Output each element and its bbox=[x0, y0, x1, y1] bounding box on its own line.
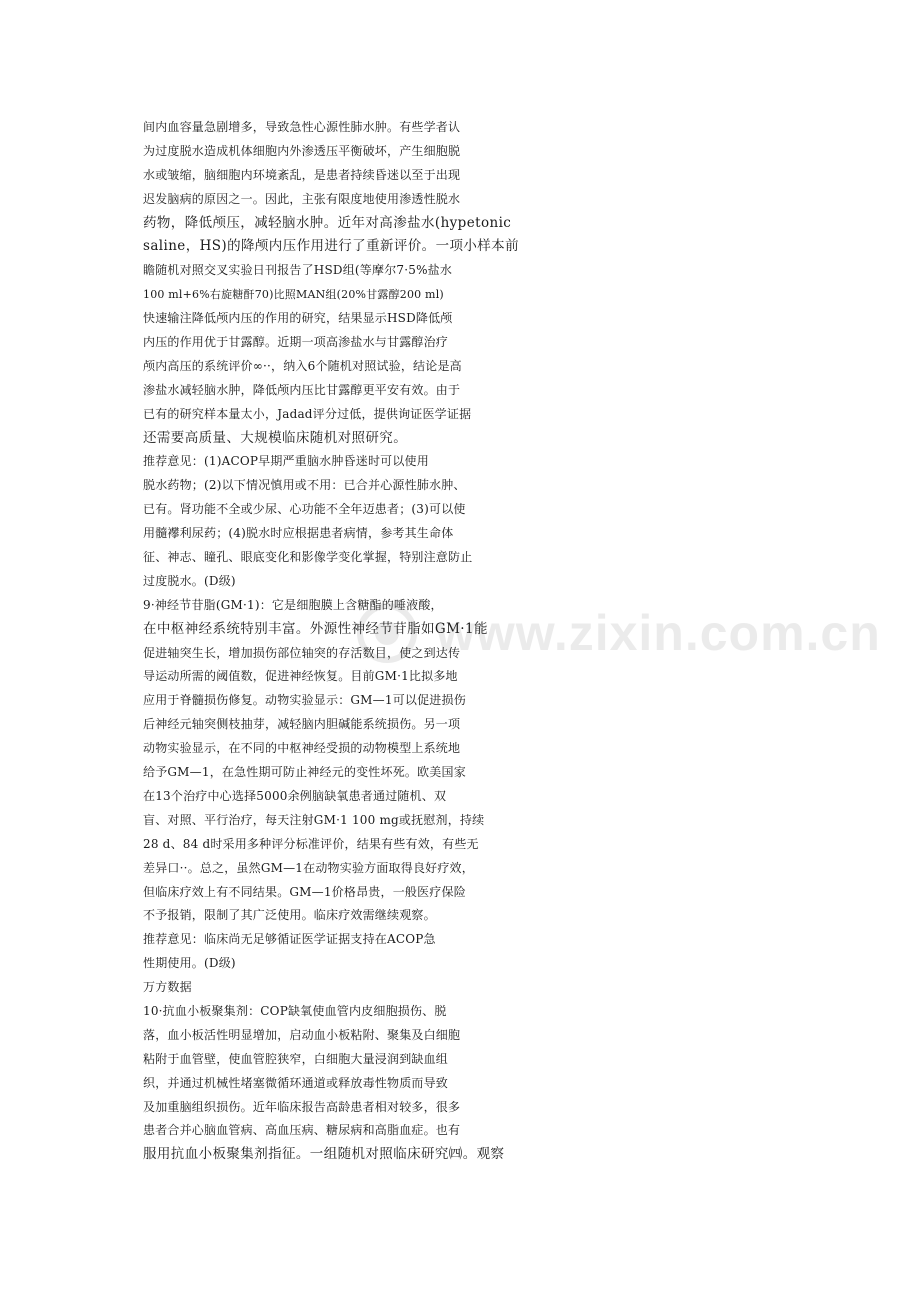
text-line: 10·抗血小板聚集剂：COP缺氧使血管内皮细胞损伤、脱 bbox=[143, 1003, 447, 1018]
text-line: 差异口··。总之，虽然GM—1在动物实验方面取得良好疗效， bbox=[143, 860, 474, 875]
watermark-text: www.zixin.com.cn bbox=[436, 605, 881, 661]
text-line: 推荐意见：临床尚无足够循证医学证据支持在ACOP急 bbox=[143, 932, 436, 947]
text-line: 瞻随机对照交叉实验日刊报告了HSD组(等摩尔7·5%盐水 bbox=[143, 263, 453, 278]
text-line: 及加重脑组织损伤。近年临床报告高龄患者相对较多，很多 bbox=[143, 1099, 461, 1114]
text-line: 9·神经节苷脂(GM·1)：它是细胞膜上含糖酯的唾液酸， bbox=[143, 597, 443, 612]
text-line: 促进轴突生长，增加损伤部位轴突的存活数目，使之到达传 bbox=[143, 645, 461, 660]
text-line: 推荐意见：(1)ACOP早期严重脑水肿昏迷时可以使用 bbox=[143, 454, 429, 469]
text-line: 粘附于血管壁，使血管腔狭窄，白细胞大量浸润到缺血组 bbox=[143, 1051, 449, 1066]
text-line: 迟发脑病的原因之一。因此，主张有限度地使用渗透性脱水 bbox=[143, 191, 461, 206]
text-line: 性期使用。(D级) bbox=[143, 956, 236, 971]
text-line: 织，并通过机械性堵塞微循环通道或释放毒性物质而导致 bbox=[143, 1075, 449, 1090]
text-line: 药物，降低颅压，减轻脑水肿。近年对高渗盐水(hypetonic bbox=[143, 214, 512, 231]
text-line: 征、神志、瞳孔、眼底变化和影像学变化掌握，特别注意防止 bbox=[143, 550, 473, 565]
text-line: 已有。肾功能不全或少尿、心功能不全年迈患者；(3)可以使 bbox=[143, 502, 466, 517]
text-line: 服用抗血小板聚集剂指征。一组随机对照临床研究㈣。观察 bbox=[143, 1146, 505, 1163]
text-line: 过度脱水。(D级) bbox=[143, 573, 236, 588]
text-line: 内压的作用优于甘露醇。近期一项高渗盐水与甘露醇治疗 bbox=[143, 335, 449, 350]
text-line: 间内血容量急剧增多，导致急性心源性肺水肿。有些学者认 bbox=[143, 120, 461, 134]
text-line: 还需要高质量、大规模临床随机对照研究。 bbox=[143, 429, 408, 446]
text-line: 万方数据 bbox=[143, 980, 192, 995]
text-line: 颅内高压的系统评价∞··，纳入6个随机对照试验，结论是高 bbox=[143, 358, 462, 373]
text-line: 患者合并心脑血管病、高血压病、糖尿病和高脂血症。也有 bbox=[143, 1123, 461, 1138]
text-line: 已有的研究样本量太小，Jadad评分过低，提供询证医学证据 bbox=[143, 406, 472, 421]
text-line: 在13个治疗中心选择5000余例脑缺氧患者通过随机、双 bbox=[143, 788, 447, 803]
text-line: 不予报销，限制了其广泛使用。临床疗效需继续观察。 bbox=[143, 908, 436, 923]
text-line: 盲、对照、平行治疗，每天注射GM·1 100 mg或抚慰剂，持续 bbox=[143, 812, 485, 827]
text-line: 快速输注降低颅内压的作用的研究，结果显示HSD降低颅 bbox=[143, 311, 453, 326]
text-line: 28 d、84 d时采用多种评分标准评价，结果有些有效，有些无 bbox=[143, 836, 479, 851]
text-line: 落，血小板活性明显增加，启动血小板粘附、聚集及白细胞 bbox=[143, 1027, 461, 1042]
text-line: 应用于脊髓损伤修复。动物实验显示：GM—1可以促进损伤 bbox=[143, 693, 466, 708]
text-line: 但临床疗效上有不同结果。GM—1价格昂贵，一般医疗保险 bbox=[143, 884, 466, 899]
text-line: 渗盐水减轻脑水肿，降低颅内压比甘露醇更平安有效。由于 bbox=[143, 382, 461, 397]
text-line: 脱水药物；(2)以下情况慎用或不用：已合并心源性肺水肿、 bbox=[143, 478, 466, 493]
text-line: 100 ml+6%右旋糖酐70)比照MAN组(20%甘露醇200 ml) bbox=[143, 288, 444, 302]
text-line: 给予GM—1，在急性期可防止神经元的变性坏死。欧美国家 bbox=[143, 765, 466, 780]
text-line: 在中枢神经系统特别丰富。外源性神经节苷脂如GM·1能 bbox=[143, 620, 488, 637]
text-line: saline，HS)的降颅内压作用进行了重新评价。一项小样本前 bbox=[143, 238, 519, 255]
body-text bbox=[143, 116, 523, 1167]
text-line: 导运动所需的阈值数，促进神经恢复。目前GM·1比拟多地 bbox=[143, 669, 458, 684]
text-line: 水或皱缩，脑细胞内环境紊乱，是患者持续昏迷以至于出现 bbox=[143, 167, 461, 182]
text-line: 后神经元轴突侧枝抽芽，减轻脑内胆碱能系统损伤。另一项 bbox=[143, 717, 461, 732]
text-line: 用髓襻利尿药；(4)脱水时应根据患者病情，参考其生命体 bbox=[143, 526, 454, 541]
text-line: 为过度脱水造成机体细胞内外渗透压平衡破坏，产生细胞脱 bbox=[143, 143, 461, 158]
text-line: 动物实验显示，在不同的中枢神经受损的动物模型上系统地 bbox=[143, 741, 461, 756]
